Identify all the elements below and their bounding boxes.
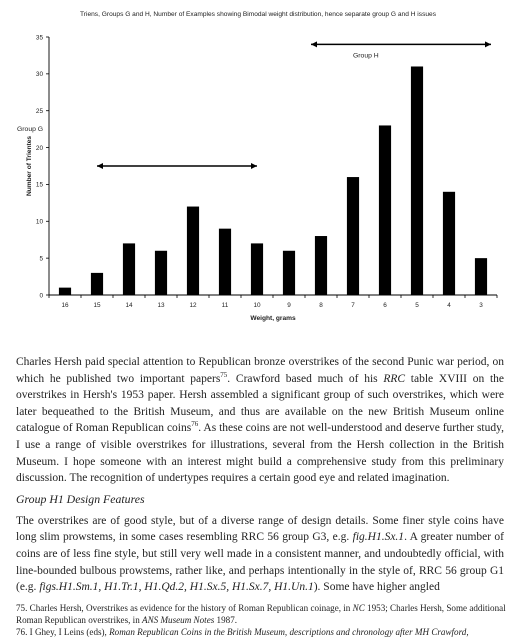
p2-text-c: ). Some have higher angled — [313, 581, 440, 594]
fn75-text-a: 75. Charles Hersh, Overstrikes as evidence for the history of Roman Republican coinage, in — [16, 603, 353, 613]
p1-text-d: . As these coins are not well-understood and deserve further study, I use a range of visible overstrikes for illustrations, several from the Hersh collection in the British Museum. I hope someone with an interest might build a comprehensive study from this preliminary discussion. The recognition of undertypes requires a certain good eye and related imagination. — [16, 422, 504, 485]
x-tick-label: 16 — [61, 302, 69, 309]
p1-rrc: RRC — [383, 372, 406, 385]
p1-text-b: . Crawford based much of his — [227, 372, 384, 385]
p2-text-a: The overstrikes are of good style, but of a diverse range of design details. Some finer style coins have long slim prowstems, in some cases resembling RRC 56 group G3, e.g. — [16, 514, 504, 544]
y-tick-label: 35 — [35, 34, 43, 42]
group-h-label: Group H — [353, 52, 379, 60]
bar — [379, 125, 391, 295]
footnote-ref-76: 76 — [191, 420, 199, 429]
p1-text-a: Charles Hersh paid special attention to Republican bronze overstrikes of the second Punic war period, on which he published two important papers — [16, 356, 504, 385]
x-tick-label: 8 — [319, 302, 323, 309]
bar — [411, 66, 423, 295]
paragraph-design-features — [16, 513, 504, 596]
p2-figs-ref: figs.H1.Sm.1, H1.Tr.1, H1.Qd.2, H1.Sx.5, H1.Sx.7, H1.Un.1 — [39, 581, 314, 594]
p1-text-c: table XVIII on the overstrikes in Hersh's 1953 paper. Hersh assembled a significant group of such overstrikes, which were later bequeathed to the British Museum, and thus are available on the new British Museum online catalogue of Roman Republican coins — [16, 372, 504, 435]
x-tick-label: 9 — [287, 302, 291, 309]
chart-title: Triens, Groups G and H, Number of Examples showing Bimodal weight distribution, hence separate group G and H issues — [80, 11, 436, 18]
paragraph-hersh — [16, 354, 504, 487]
x-tick-label: 3 — [479, 302, 483, 309]
y-tick-label: 20 — [35, 144, 43, 152]
fn75-text-b: 1953; Charles Hersh, Some additional Roman Republican overstrikes, in — [16, 603, 506, 625]
y-tick-label: 0 — [39, 292, 43, 300]
y-tick-label: 25 — [35, 108, 43, 116]
x-tick-label: 11 — [221, 302, 229, 309]
bar — [123, 243, 135, 295]
y-tick-label: 30 — [35, 71, 43, 79]
bar — [475, 258, 487, 295]
x-tick-label: 7 — [351, 302, 355, 309]
x-tick-label: 15 — [93, 302, 101, 309]
y-tick-label: 10 — [35, 218, 43, 226]
footnote-75 — [16, 602, 511, 626]
x-tick-label: 12 — [189, 302, 197, 309]
section-heading: Group H1 Design Features — [16, 491, 145, 506]
bar — [443, 192, 455, 295]
p2-fig-ref: fig.H1.Sx.1 — [352, 531, 405, 544]
group-g-label: Group G — [17, 126, 44, 134]
x-tick-label: 13 — [157, 302, 165, 309]
fn75-nc: NC — [352, 603, 365, 613]
bar — [155, 251, 167, 295]
x-tick-label: 5 — [415, 302, 419, 309]
bar — [315, 236, 327, 295]
y-tick-label: 15 — [35, 181, 43, 189]
body-text — [16, 354, 504, 596]
bar — [219, 229, 231, 295]
fn76-title: Roman Republican Coins in the British Museum, descriptions and chronology after MH Crawford, — [109, 627, 469, 637]
x-tick-label: 10 — [253, 302, 261, 309]
footnote-76 — [16, 626, 511, 638]
bar — [187, 207, 199, 295]
x-tick-label: 4 — [447, 302, 451, 309]
y-axis-label: Number of Trientes — [26, 135, 33, 197]
bar — [347, 177, 359, 295]
footnote-ref-75: 75 — [220, 370, 228, 379]
p2-text-b: . A greater number of coins are of less fine style, but still very well made in a consistent manner, and undoubtedly official, with line-bounded bulbous prowstems, rather like, and perhaps intentionally in the style of, RRC 56 group G1 (e.g. — [16, 531, 504, 594]
fn75-text-c: 1987. — [214, 615, 238, 625]
y-tick-label: 5 — [39, 255, 43, 263]
x-tick-label: 6 — [383, 302, 387, 309]
fn76-text-a: 76. I Ghey, I Leins (eds), — [16, 627, 110, 637]
x-axis-label: Weight, grams — [250, 315, 296, 322]
fn75-ans: ANS Museum Notes — [142, 615, 215, 625]
bar — [91, 273, 103, 295]
x-tick-label: 14 — [125, 302, 133, 309]
footnotes — [16, 602, 511, 638]
bar — [251, 243, 263, 295]
bar — [59, 288, 71, 295]
bar — [283, 251, 295, 295]
